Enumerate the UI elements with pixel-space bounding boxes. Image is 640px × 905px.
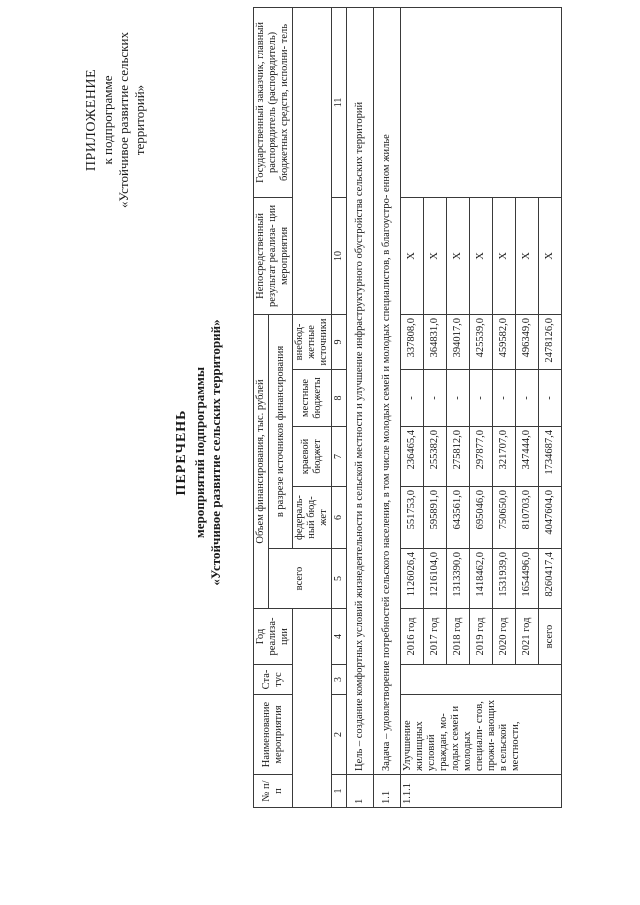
table-row: [401, 7, 424, 807]
federal-cell: 4047604,0: [539, 487, 562, 549]
goal-num: 1: [347, 775, 374, 808]
regional-cell: 347444,0: [516, 427, 539, 487]
extrabudget-cell: 2478126,0: [539, 314, 562, 369]
result-cell: Х: [447, 197, 470, 314]
appendix-block: [84, 15, 148, 225]
column-index: 1: [332, 775, 347, 808]
year-cell: 2019 год: [470, 609, 493, 665]
year-cell: 2020 год: [493, 609, 516, 665]
extrabudget-cell: 425539,0: [470, 314, 493, 369]
year-cell: 2016 год: [401, 609, 424, 665]
task-num: 1.1: [374, 775, 401, 808]
header-spacer: [293, 7, 332, 314]
result-cell: Х: [516, 197, 539, 314]
appendix-line: территорий»: [132, 84, 147, 156]
local-cell: -: [401, 370, 424, 427]
column-index: 6: [332, 487, 347, 549]
header-num: № п/п: [254, 775, 293, 808]
local-cell: -: [516, 370, 539, 427]
column-index: 9: [332, 314, 347, 369]
column-index: 2: [332, 695, 347, 775]
task-row: [374, 7, 401, 807]
header-extrabudget: внебюд- жетные источники: [293, 314, 332, 369]
header-spacer: [293, 609, 332, 808]
local-cell: -: [493, 370, 516, 427]
column-index: 3: [332, 665, 347, 695]
header-regional: краевой бюджет: [293, 427, 332, 487]
column-index: 4: [332, 609, 347, 665]
total-cell: 1531939,0: [493, 549, 516, 609]
local-cell: -: [424, 370, 447, 427]
total-cell: 8260417,4: [539, 549, 562, 609]
local-cell: -: [470, 370, 493, 427]
total-cell: 1654496,0: [516, 549, 539, 609]
regional-cell: 275812,0: [447, 427, 470, 487]
extrabudget-cell: 337808,0: [401, 314, 424, 369]
regional-cell: 236465,4: [401, 427, 424, 487]
header-total: всего: [269, 549, 332, 609]
header-result: Непосредственный результат реализа- ции мероприятия: [254, 197, 293, 314]
header-federal: федераль- ный бюд- жет: [293, 487, 332, 549]
total-cell: 1126026,4: [401, 549, 424, 609]
column-index: 10: [332, 197, 347, 314]
column-index: 7: [332, 427, 347, 487]
federal-cell: 595891,0: [424, 487, 447, 549]
extrabudget-cell: 459582,0: [493, 314, 516, 369]
header-local: местные бюджеты: [293, 370, 332, 427]
column-index-row: [332, 7, 347, 807]
appendix-title: ПРИЛОЖЕНИЕ: [84, 68, 99, 172]
result-cell: Х: [493, 197, 516, 314]
header-year: Год реализа- ции: [254, 609, 293, 665]
year-cell: 2021 год: [516, 609, 539, 665]
federal-cell: 810703,0: [516, 487, 539, 549]
result-cell: Х: [424, 197, 447, 314]
header-by-sources: в разрезе источников финансирования: [269, 314, 293, 548]
header-name: Наименование мероприятия: [254, 695, 293, 775]
result-cell: Х: [470, 197, 493, 314]
goal-text: Цель – создание комфортных условий жизнедеятельности в сельской местности и улучшение инфраструктурного обустройства сельских территорий: [347, 7, 374, 774]
customer-cell: [401, 7, 562, 197]
regional-cell: 255382,0: [424, 427, 447, 487]
extrabudget-cell: 364831,0: [424, 314, 447, 369]
column-index: 5: [332, 549, 347, 609]
measures-table: [253, 7, 562, 808]
federal-cell: 750650,0: [493, 487, 516, 549]
header-customer: Государственный заказчик, главный распорядитель (распорядитель) бюджетных средств, исполни- тель: [254, 7, 293, 197]
year-cell: всего: [539, 609, 562, 665]
measure-num: 1.1.1: [401, 775, 562, 808]
goal-row: [347, 7, 374, 807]
federal-cell: 695046,0: [470, 487, 493, 549]
total-cell: 1418462,0: [470, 549, 493, 609]
appendix-line: к подпрограмме: [100, 75, 115, 165]
header-status: Ста- тус: [254, 665, 293, 695]
regional-cell: 321707,0: [493, 427, 516, 487]
local-cell: -: [539, 370, 562, 427]
column-index: 11: [332, 7, 347, 197]
regional-cell: 1734687,4: [539, 427, 562, 487]
year-cell: 2017 год: [424, 609, 447, 665]
header-row: [293, 7, 332, 807]
header-row: [254, 7, 269, 807]
column-index: 8: [332, 370, 347, 427]
federal-cell: 551753,0: [401, 487, 424, 549]
extrabudget-cell: 496349,0: [516, 314, 539, 369]
measure-name: Улучшение жилищных условий граждан, мо- лодых семей и молодых специали- стов, прожи- вающих в сельской местности,: [401, 695, 562, 775]
total-cell: 1313390,0: [447, 549, 470, 609]
document-subtitle: мероприятий подпрограммы: [192, 366, 207, 539]
result-cell: Х: [401, 197, 424, 314]
appendix-line: «Устойчивое развитие сельских: [116, 32, 131, 208]
result-cell: Х: [539, 197, 562, 314]
program-name: «Устойчивое развитие сельских территорий»: [208, 319, 223, 586]
year-cell: 2018 год: [447, 609, 470, 665]
task-text: Задача – удовлетворение потребностей сельского населения, в том числе молодых семей и молодых специалистов, в благоустро- енном жилье: [374, 7, 401, 774]
local-cell: -: [447, 370, 470, 427]
header-financing: Объем финансирования, тыс. рублей: [254, 314, 269, 608]
federal-cell: 643561,0: [447, 487, 470, 549]
document-title: ПЕРЕЧЕНЬ: [174, 409, 189, 496]
measure-status: [401, 665, 562, 695]
extrabudget-cell: 394017,0: [447, 314, 470, 369]
total-cell: 1216104,0: [424, 549, 447, 609]
regional-cell: 297877,0: [470, 427, 493, 487]
